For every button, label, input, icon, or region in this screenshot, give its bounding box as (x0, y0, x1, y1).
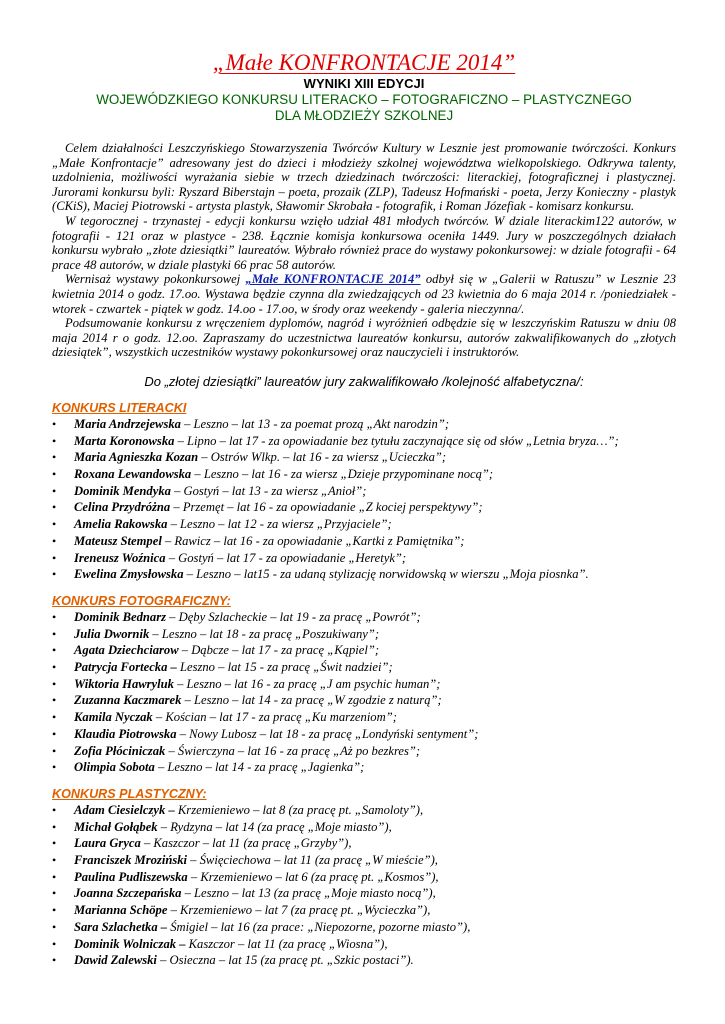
bullet-icon: • (52, 919, 57, 934)
subtitle-edition: WYNIKI XIII EDYCJI (303, 76, 425, 91)
laureate-details: – Gostyń – lat 13 - za wiersz „Anioł”; (170, 483, 367, 498)
bullet-icon: • (52, 467, 57, 482)
laureate-details: Śmigiel – lat 16 (za prace: „Niepozorne, pozorne miasto”), (167, 919, 471, 934)
laureate-name: Zofia Płóciniczak (74, 743, 166, 758)
laureate-name: Franciszek Mroziński (74, 853, 188, 868)
list-item (52, 759, 676, 776)
document-title: „Małe KONFRONTACJE 2014” (212, 50, 516, 75)
laureate-details: – Leszno – lat 13 (za pracę „Moje miasto nocą”), (181, 886, 436, 901)
laureate-name: Adam Ciesielczyk – (74, 802, 175, 817)
bullet-icon: • (52, 953, 57, 968)
laureate-name: Dominik Mendyka (74, 483, 171, 498)
laureate-details: – Osieczna – lat 15 (za pracę pt. „Szkic postaci”). (156, 953, 414, 968)
laureate-name: Amelia Rakowska (74, 517, 168, 532)
intro-paragraph: Celem działalności Leszczyńskiego Stowarzyszenia Twórców Kultury w Lesznie jest promowanie twórczości. Konkurs „Małe Konfrontacje” adresowany jest do dzieci i młodzieży szkolnej województwa wielkopolskiego. Odkrywa talenty, uzdolnienia, możliwości wyrażania siebie w trzech dziedzinach twórczości: literackiej, fotograficznej i plastycznej. Jurorami konkursu byli: Ryszard Biberstajn – poeta, prozaik (ZLP), Tadeusz Hofmański - poeta, Jerzy Konieczny - plastyk (CKiS), Maciej Piotrowski - artysta plastyk, Sławomir Skrobała - fotografik, i Roman Józefiak - komisarz konkursu. (52, 141, 676, 214)
laureate-details: – Leszno – lat 14 - za pracę „W zgodzie z naturą”; (181, 693, 442, 708)
bullet-icon: • (52, 760, 57, 775)
event-title-highlight: „Małe KONFRONTACJE 2014” (245, 272, 421, 287)
laureate-name: Ewelina Zmysłowska (74, 567, 184, 582)
laureate-name: Dominik Wolniczak – (74, 936, 186, 951)
laureate-name: Maria Agnieszka Kozan (74, 450, 199, 465)
subtitle-contest: WOJEWÓDZKIEGO KONKURSU LITERACKO – FOTOGRAFICZNO – PLASTYCZNEGO (96, 92, 632, 107)
laureate-details: Krzemieniewo – lat 8 (za pracę pt. „Samoloty”), (174, 802, 424, 817)
laureate-name: Patrycja Fortecka – (74, 660, 177, 675)
list-item (52, 550, 676, 567)
list-item (52, 869, 676, 886)
intro-text (52, 141, 676, 360)
laureate-name: Zuzanna Kaczmarek (74, 693, 182, 708)
bullet-icon: • (52, 483, 57, 498)
laureate-name: Laura Gryca (74, 836, 141, 851)
bullet-icon: • (52, 609, 57, 624)
list-item (52, 709, 676, 726)
laureate-details: – Przemęt – lat 16 - za opowiadanie „Z kociej perspektywy”; (170, 500, 483, 515)
list-item (52, 416, 676, 433)
laureate-details: – Leszno – lat 12 - za wiersz „Przyjaciele”; (167, 517, 392, 532)
laureate-details: – Święciechowa – lat 11 (za pracę „W mieście”), (187, 853, 438, 868)
laureate-details: – Leszno – lat 18 - za pracę „Poszukiwany”; (149, 626, 380, 641)
laureate-details: – Leszno – lat 16 - za wiersz „Dzieje przypominane nocą”; (191, 467, 494, 482)
laureate-name: Celina Przydróżna (74, 500, 171, 515)
intro-paragraph: W tegorocznej - trzynastej - edycji konkursu wzięło udział 481 młodych twórców. W dziale literackim122 autorów, w fotografii - 121 oraz w plastyce - 238. Łącznie komisja konkursowa oceniła 1449. Jury w poszczególnych działach konkursu wybrało „złote dziesiątki” laureatów. Wybrało również prace do wystawy pokonkursowej: w dziale fotografii - 64 prace 48 autorów, w dziale plastyki 66 prac 58 autorów. (52, 213, 676, 272)
laureate-name: Marianna Schöpe (74, 903, 168, 918)
list-item (52, 499, 676, 516)
list-item (52, 919, 676, 936)
laureate-name: Wiktoria Hawryluk (74, 676, 174, 691)
laureate-details: – Krzemieniewo – lat 6 (za pracę pt. „Kosmos”), (187, 869, 439, 884)
laureate-name: Mateusz Stempel (74, 533, 162, 548)
bullet-icon: • (52, 626, 57, 641)
list-item (52, 566, 676, 583)
laureate-name: Maria Andrzejewska (74, 416, 181, 431)
laureate-details: – Dęby Szlacheckie – lat 19 - za pracę „Powrót”; (166, 609, 421, 624)
laureate-details: – Rawicz – lat 16 - za opowiadanie „Kartki z Pamiętnika”; (161, 533, 465, 548)
laureate-details: – Kościan – lat 17 - za pracę „Ku marzeniom”; (152, 710, 397, 725)
list-item (52, 609, 676, 626)
bullet-icon: • (52, 676, 57, 691)
laureate-details: Kaszczor – lat 11 (za pracę „Wiosna”), (185, 936, 388, 951)
laureate-name: Dawid Zalewski (74, 953, 157, 968)
qualified-heading: Do „złotej dziesiątki” laureatów jury zakwalifikowało /kolejność alfabetyczna/: (144, 373, 584, 389)
laureate-name: Ireneusz Woźnica (74, 550, 166, 565)
list-item (52, 936, 676, 953)
laureate-details: Leszno – lat 15 - za pracę „Świt nadziei”; (176, 660, 393, 675)
bullet-icon: • (52, 660, 57, 675)
section-photo (52, 594, 676, 776)
bullet-icon: • (52, 836, 57, 851)
laureate-name: Roxana Lewandowska (74, 467, 192, 482)
bullet-icon: • (52, 936, 57, 951)
laureate-name: Marta Koronowska (74, 433, 175, 448)
laureate-details: – Kaszczor – lat 11 (za pracę „Grzyby”), (140, 836, 352, 851)
list-item (52, 819, 676, 836)
laureate-details: – Ostrów Wlkp. – lat 16 - za wiersz „Ucieczka”; (198, 450, 447, 465)
bullet-icon: • (52, 726, 57, 741)
list-item (52, 802, 676, 819)
laureate-details: – Nowy Lubosz – lat 18 - za pracę „Londyński sentyment”; (176, 726, 479, 741)
list-item (52, 533, 676, 550)
list-item (52, 852, 676, 869)
bullet-icon: • (52, 643, 57, 658)
laureate-name: Klaudia Piotrowska (74, 726, 177, 741)
bullet-icon: • (52, 710, 57, 725)
document-page (52, 50, 676, 969)
list-item (52, 902, 676, 919)
laureate-details: – Leszno – lat15 - za udaną stylizację norwidowską w wierszu „Moja piosnka”. (183, 567, 589, 582)
list-item (52, 726, 676, 743)
list-item (52, 433, 676, 450)
laureate-name: Agata Dziechciarow (74, 643, 179, 658)
list-item (52, 659, 676, 676)
section-title: KONKURS FOTOGRAFICZNY: (52, 593, 231, 608)
section-art (52, 787, 676, 969)
list-item (52, 885, 676, 902)
bullet-icon: • (52, 693, 57, 708)
vernissage-text-rest: odbył się w „Galerii w Ratuszu” w Lesznie 23 kwietnia 2014 o godz. 17.oo. Wystawa będzie czynna dla zwiedzających od 23 kwietnia do 6 maja 2014 r. /poniedziałek - wtorek - czwartek - piątek w godz. 14.oo - 17.oo, w środy oraz weekendy - galeria nieczynna/. (52, 272, 676, 316)
bullet-icon: • (52, 533, 57, 548)
laureate-name: Julia Dwornik (74, 626, 150, 641)
laureate-details: – Dąbcze – lat 17 - za pracę „Kąpiel”; (178, 643, 380, 658)
laureate-name: Sara Szlachetka – (74, 919, 168, 934)
laureate-list (52, 416, 676, 583)
list-item (52, 626, 676, 643)
laureate-name: Kamila Nyczak (74, 710, 153, 725)
bullet-icon: • (52, 853, 57, 868)
laureate-details: – Leszno – lat 13 - za poemat prozą „Akt narodzin”; (180, 416, 450, 431)
laureate-details: – Krzemieniewo – lat 7 (za pracę pt. „Wycieczka”), (167, 903, 431, 918)
bullet-icon: • (52, 903, 57, 918)
intro-paragraph: Podsumowanie konkursu z wręczeniem dyplomów, nagród i wyróżnień odbędzie się w leszczyńskim Ratuszu w dniu 08 maja 2014 r o godz. 12.oo. Zapraszamy do uczestnictwa laureatów konkursu, autorów zakwalifikowanych do „złotych dziesiątek”, wszystkich uczestników wystawy pokonkursowej oraz nauczycieli i instruktorów. (52, 316, 676, 360)
bullet-icon: • (52, 450, 57, 465)
section-literary (52, 401, 676, 583)
bullet-icon: • (52, 743, 57, 758)
list-item (52, 466, 676, 483)
list-item (52, 642, 676, 659)
bullet-icon: • (52, 886, 57, 901)
vernissage-text: Wernisaż wystawy pokonkursowej (65, 272, 246, 287)
list-item (52, 835, 676, 852)
bullet-icon: • (52, 567, 57, 582)
laureate-name: Olimpia Sobota (74, 760, 155, 775)
bullet-icon: • (52, 550, 57, 565)
laureate-name: Dominik Bednarz (74, 609, 167, 624)
laureate-details: – Lipno – lat 17 - za opowiadanie bez tytułu zaczynające się od słów „Letnia bryza…”; (174, 433, 619, 448)
list-item (52, 483, 676, 500)
bullet-icon: • (52, 433, 57, 448)
list-item (52, 449, 676, 466)
list-item (52, 692, 676, 709)
intro-paragraph (52, 272, 676, 316)
laureate-details: – Świerczyna – lat 16 - za pracę „Aż po bezkres”; (165, 743, 421, 758)
list-item (52, 743, 676, 760)
list-item (52, 516, 676, 533)
results-sections (52, 401, 676, 969)
bullet-icon: • (52, 500, 57, 515)
laureate-name: Paulina Pudliszewska (74, 869, 188, 884)
section-title: KONKURS PLASTYCZNY: (52, 786, 207, 801)
list-item (52, 676, 676, 693)
section-title: KONKURS LITERACKI (52, 400, 187, 415)
bullet-icon: • (52, 517, 57, 532)
laureate-name: Joanna Szczepańska (74, 886, 182, 901)
laureate-name: Michał Gołąbek (74, 819, 158, 834)
laureate-list (52, 802, 676, 969)
list-item (52, 952, 676, 969)
bullet-icon: • (52, 819, 57, 834)
bullet-icon: • (52, 869, 57, 884)
laureate-list (52, 609, 676, 776)
bullet-icon: • (52, 416, 57, 431)
subtitle-audience: DLA MŁODZIEŻY SZKOLNEJ (274, 108, 454, 123)
bullet-icon: • (52, 802, 57, 817)
laureate-details: – Leszno – lat 14 - za pracę „Jagienka”; (154, 760, 365, 775)
laureate-details: – Leszno – lat 16 - za pracę „J am psychic human”; (173, 676, 441, 691)
laureate-details: – Rydzyna – lat 14 (za pracę „Moje miasto”), (157, 819, 392, 834)
laureate-details: – Gostyń – lat 17 - za opowiadanie „Heretyk”; (165, 550, 407, 565)
